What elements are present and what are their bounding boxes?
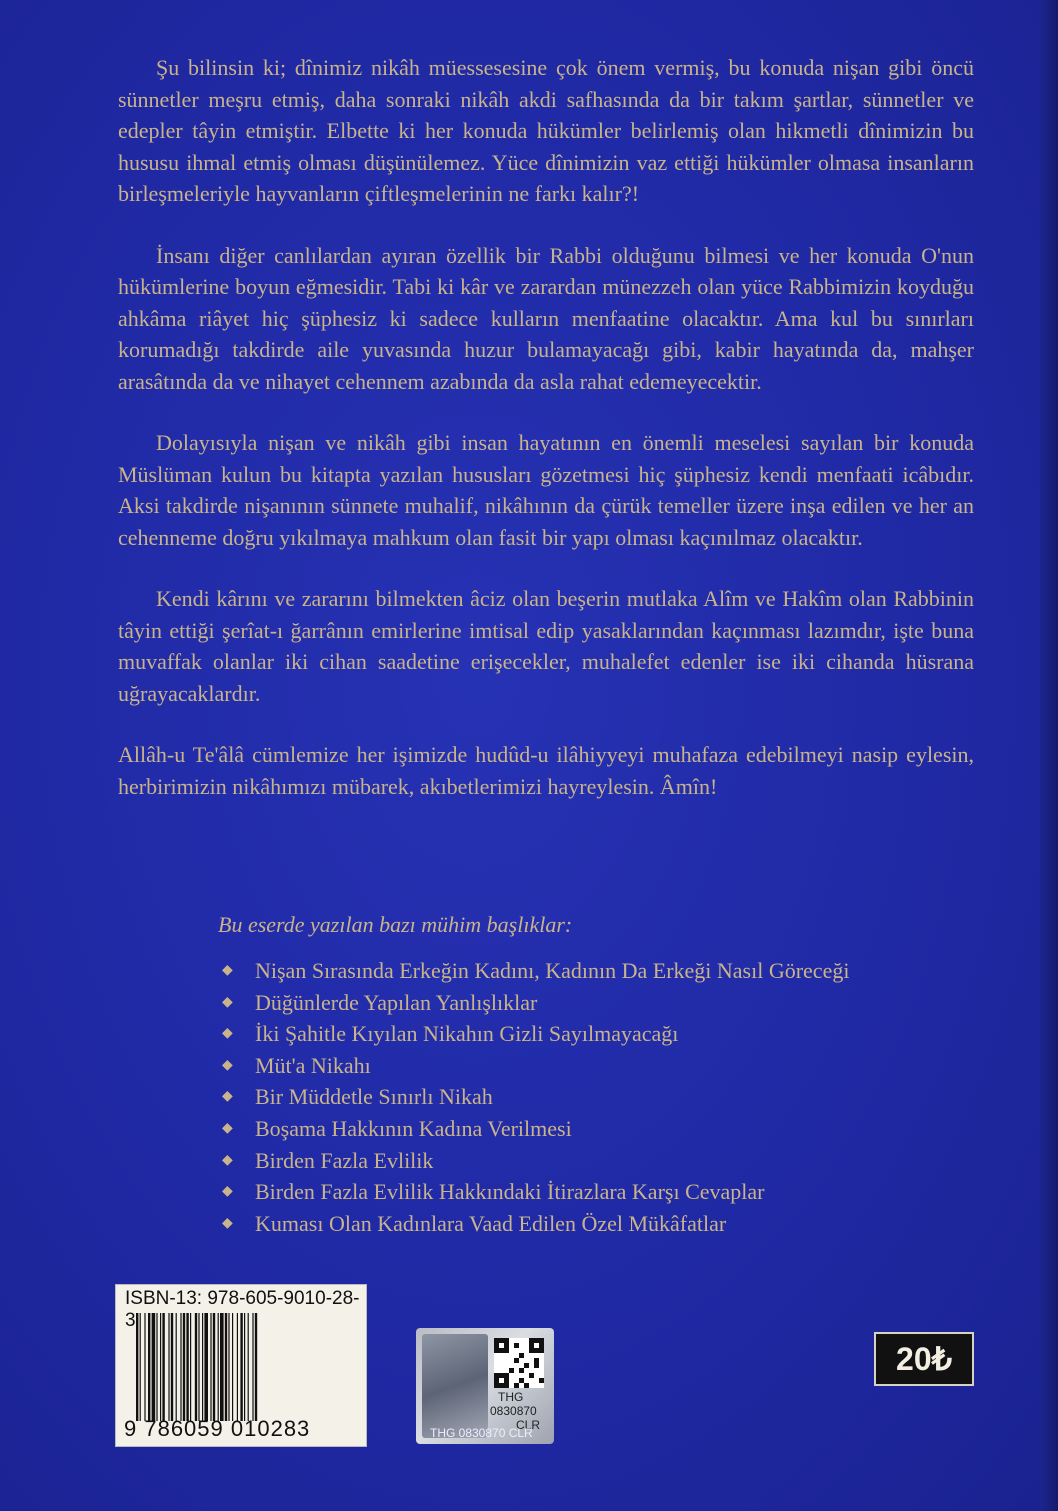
list-item-label: Bir Müddetle Sınırlı Nikah	[255, 1084, 493, 1110]
list-item	[222, 1145, 849, 1177]
list-item	[222, 1050, 849, 1082]
bullet-icon: ◆	[222, 1120, 233, 1136]
list-item-label: Nişan Sırasında Erkeğin Kadını, Kadının Da Erkeği Nasıl Göreceği	[255, 958, 850, 983]
price-tag: 20₺	[874, 1332, 974, 1386]
qr-code-icon	[494, 1338, 544, 1388]
bullet-icon: ◆	[222, 1152, 233, 1168]
paragraph-4: Kendi kârını ve zararını bilmekten âciz olan beşerin mutlaka Alîm ve Hakîm olan Rabbinin tâyin ettiği şerîat-ı ğarrânın emirlerine imtisal edip yasaklarından kaçınması lazımdır, işte buna muvaffak olanlar iki cihan saadetine erişecekler, muhalefet edenler ise iki cihanda hüsrana uğrayacaklardır.	[118, 586, 974, 706]
paragraph-2: İnsanı diğer canlılardan ayıran özellik bir Rabbi olduğunu bilmesi ve her konuda O'nun hükümlerine boyun eğmesidir. Tabi ki kâr ve zarardan münezzeh olan yüce Rabbimizin koyduğu ahkâma riâyet hiç şüphesiz ki sadece kulların menfaatine olacaktır. Ama kul bu sınırları korumadığı takdirde aile yuvasında huzur bulamayacağı gibi, kabir hayatında da, mahşer arasâtında da ve nihayet cehennem azabında da asla rahat edemeyecektir.	[118, 242, 974, 394]
paragraph-5: Allâh-u Te'âlâ cümlemize her işimizde hudûd-u ilâhiyyeyi muhafaza edebilmeyi nasip eylesin, herbirimizin nikâhımızı mübarek, akıbetlerimizi hayreylesin. Âmîn!	[118, 742, 974, 799]
headings-intro: Bu eserde yazılan bazı mühim başlıklar:	[218, 912, 573, 937]
list-item	[222, 1113, 849, 1145]
sticker-text: 0830870	[490, 1404, 537, 1418]
blurb-text	[118, 52, 974, 832]
hologram-icon	[422, 1334, 488, 1438]
headings-list	[222, 955, 849, 1239]
barcode-bars	[136, 1313, 360, 1421]
isbn-label: ISBN-13: 978-605-9010-28-3	[125, 1288, 360, 1331]
paragraph-3: Dolayısıyla nişan ve nikâh gibi insan hayatının en önemli meselesi sayılan bir konuda Müslüman kulun bu kitapta yazılan hususları gözetmesi hiç şüphesiz kendi menfaati icâbıdır. Aksi takdirde nişanının sünnete muhalif, nikâhının da çürük temeller üzere inşa edilen ve her an cehenneme doğru yıkılmaya mahkum olan fasit bir yapı olması kaçınılmaz olacaktır.	[118, 430, 974, 550]
list-item	[222, 1208, 849, 1240]
list-item	[222, 955, 849, 987]
isbn-barcode	[115, 1284, 367, 1447]
list-item-label: Kuması Olan Kadınlara Vaad Edilen Özel Mükâfatlar	[255, 1210, 727, 1236]
bullet-icon: ◆	[222, 1215, 233, 1231]
bullet-icon: ◆	[222, 963, 233, 978]
list-item-label: Birden Fazla Evlilik Hakkındaki İtirazlara Karşı Cevaplar	[255, 1179, 765, 1205]
list-item-label: Birden Fazla Evlilik	[255, 1147, 434, 1173]
sticker-text: THG	[498, 1390, 524, 1404]
list-item	[222, 1081, 849, 1113]
list-item-label: Boşama Hakkının Kadına Verilmesi	[255, 1115, 572, 1141]
list-item-label: İki Şahitle Kıyılan Nikahın Gizli Sayılmayacağı	[255, 1021, 679, 1047]
bullet-icon: ◆	[222, 994, 233, 1010]
bullet-icon: ◆	[222, 1057, 233, 1073]
sticker-text: THG 0830870 CLR	[430, 1426, 533, 1440]
bullet-icon: ◆	[222, 1184, 233, 1200]
sticker-text: CLR	[516, 1418, 541, 1432]
cover-edge	[1040, 0, 1058, 1511]
hologram-sticker	[416, 1328, 554, 1444]
bullet-icon: ◆	[222, 1026, 233, 1042]
paragraph-1: Şu bilinsin ki; dînimiz nikâh müessesesine çok önem vermiş, bu konuda nişan gibi öncü sünnetler meşru etmiş, daha sonraki nikâh akdi safhasında da bir takım şartlar, sünnetler ve edepler tâyin etmiştir. Elbette ki her konuda hükümler belirlemiş olan hikmetli dînimizin bu hususu ihmal etmiş olması düşünülemez. Yüce dînimizin vaz ettiği hükümler olmasa insanların birleşmeleriyle hayvanların çiftleşmelerinin ne farkı kalır?!	[118, 55, 974, 206]
list-item	[222, 1018, 849, 1050]
barcode-digits: 9 786059 010283	[124, 1416, 311, 1441]
bullet-icon: ◆	[222, 1089, 233, 1105]
list-item	[222, 987, 849, 1019]
list-item-label: Düğünlerde Yapılan Yanlışlıklar	[255, 989, 538, 1015]
list-item	[222, 1176, 849, 1208]
list-item-label: Müt'a Nikahı	[255, 1052, 371, 1078]
